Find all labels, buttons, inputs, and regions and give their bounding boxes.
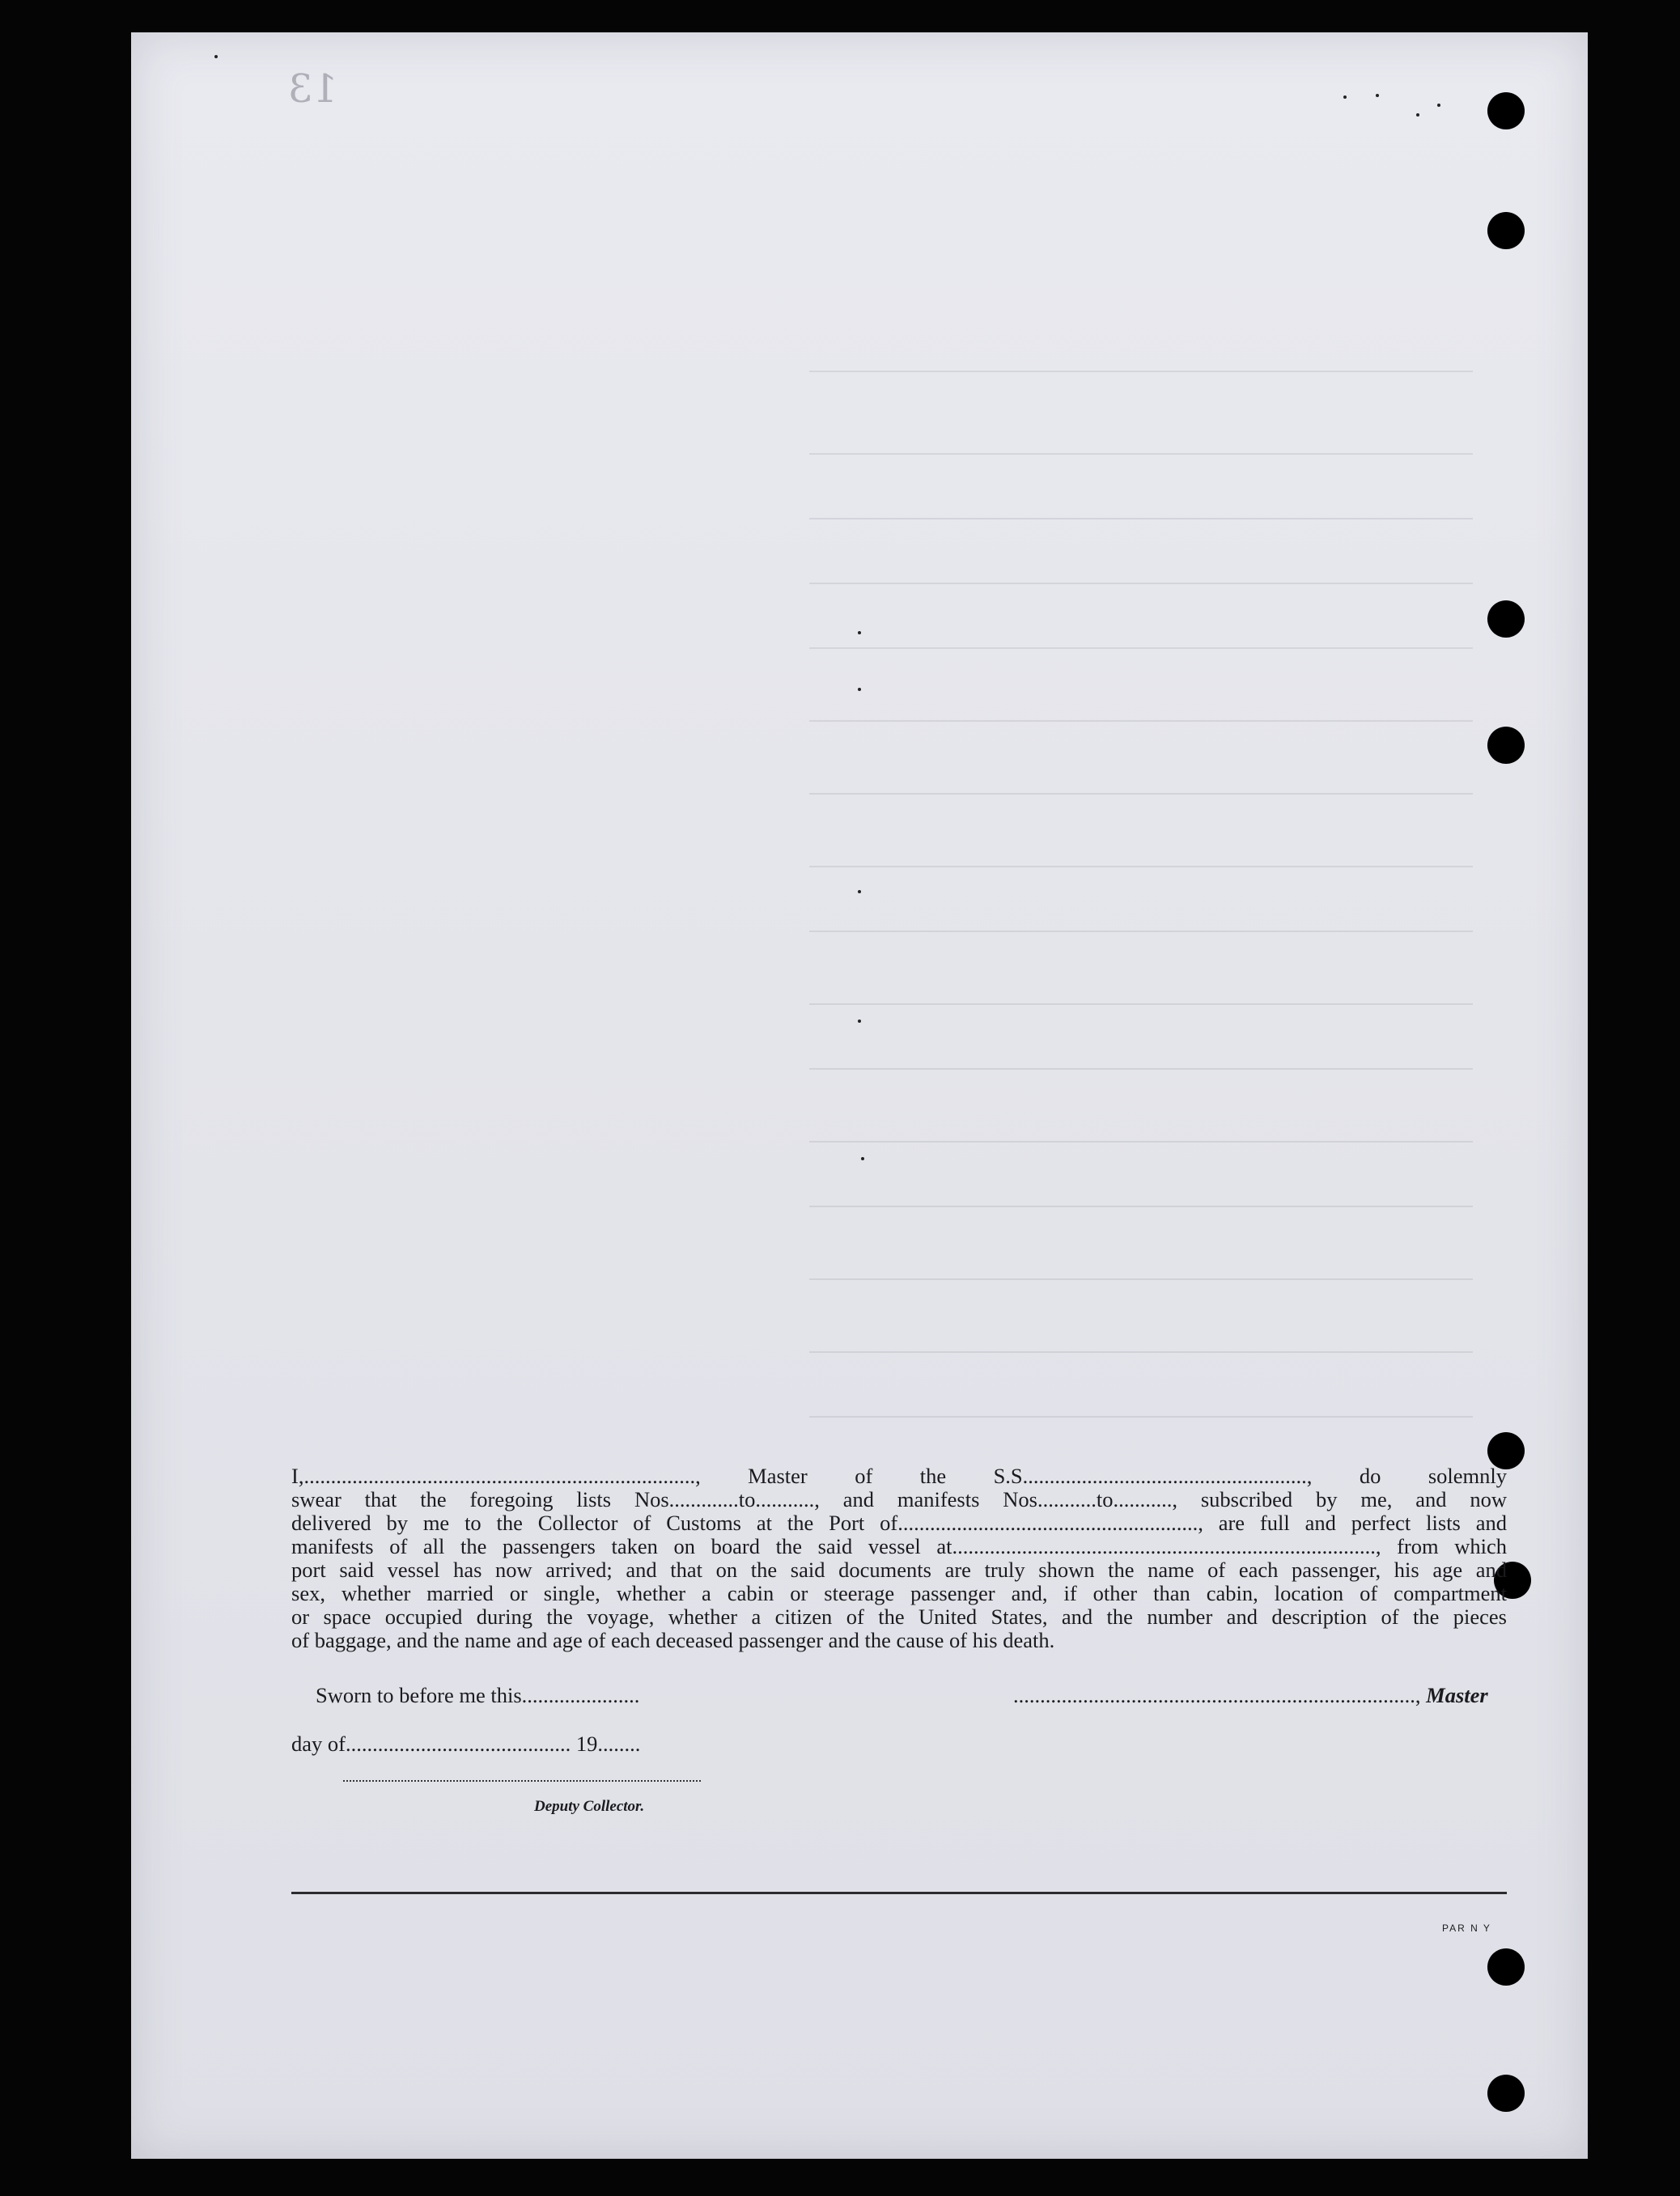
speck <box>1376 94 1379 97</box>
oath-line: swear that the foregoing lists Nos.............to..........., and manifests Nos...........to..........., subscribed by me, and now <box>291 1487 1507 1511</box>
printer-mark: PAR N Y <box>1442 1923 1491 1934</box>
punch-hole <box>1487 2075 1525 2112</box>
speck <box>858 1020 861 1023</box>
bleed-through-line <box>809 1278 1473 1280</box>
sworn-line: Sworn to before me this...................... <box>316 1683 640 1707</box>
master-oath-paragraph <box>291 1465 1507 1652</box>
bleed-through-line <box>809 371 1473 372</box>
bleed-through-line <box>809 1068 1473 1070</box>
bleed-through-line <box>809 1351 1473 1353</box>
bleed-through-line <box>809 518 1473 519</box>
punch-hole <box>1487 212 1525 249</box>
bleed-through-line <box>809 1206 1473 1207</box>
bleed-through-line <box>809 866 1473 867</box>
bleed-through-line <box>809 931 1473 932</box>
bleed-through-line <box>809 793 1473 795</box>
deputy-signature-line <box>343 1780 701 1782</box>
horizontal-rule <box>291 1892 1507 1894</box>
speck <box>1437 104 1440 107</box>
oath-line: or space occupied during the voyage, whether a citizen of the United States, and the number and description of the pieces <box>291 1605 1507 1629</box>
oath-line: delivered by me to the Collector of Customs at the Port of........................................................, are full and perfect lists and <box>291 1511 1507 1535</box>
speck <box>1416 113 1419 117</box>
bleed-through-line <box>809 1416 1473 1418</box>
bleed-through-line <box>809 583 1473 584</box>
punch-hole <box>1487 92 1525 129</box>
page-number: 13 <box>288 66 338 112</box>
oath-line: of baggage, and the name and age of each deceased passenger and the cause of his death. <box>291 1628 1055 1652</box>
bleed-through-line <box>809 453 1473 455</box>
oath-line: port said vessel has now arrived; and that on the said documents are truly shown the name of each passenger, his age and <box>291 1558 1507 1582</box>
oath-line: I,........................................................................., Master of the S.S....................................................., do solemnly <box>291 1464 1507 1488</box>
master-signature-dots: ..........................................................................., <box>1013 1683 1421 1707</box>
deputy-collector-label: Deputy Collector. <box>534 1798 645 1815</box>
speck <box>1343 95 1347 99</box>
punch-hole <box>1487 1948 1525 1986</box>
bleed-through-line <box>809 1141 1473 1143</box>
master-label: Master <box>1426 1683 1488 1707</box>
speck <box>858 688 861 691</box>
speck <box>858 890 861 893</box>
punch-hole <box>1487 600 1525 638</box>
manifest-page <box>131 32 1588 2159</box>
day-line: day of.......................................... 19........ <box>291 1732 641 1756</box>
master-signature-line <box>1013 1683 1488 1708</box>
bleed-through-line <box>809 1003 1473 1005</box>
speck <box>858 631 861 634</box>
oath-line: manifests of all the passengers taken on board the said vessel at..............................................................................., from which <box>291 1534 1507 1558</box>
bleed-through-line <box>809 720 1473 722</box>
speck <box>214 55 218 58</box>
oath-line: sex, whether married or single, whether a cabin or steerage passenger and, if other than cabin, location of compartment <box>291 1581 1507 1605</box>
speck <box>861 1157 864 1160</box>
bleed-through-line <box>809 647 1473 649</box>
punch-hole <box>1487 727 1525 764</box>
